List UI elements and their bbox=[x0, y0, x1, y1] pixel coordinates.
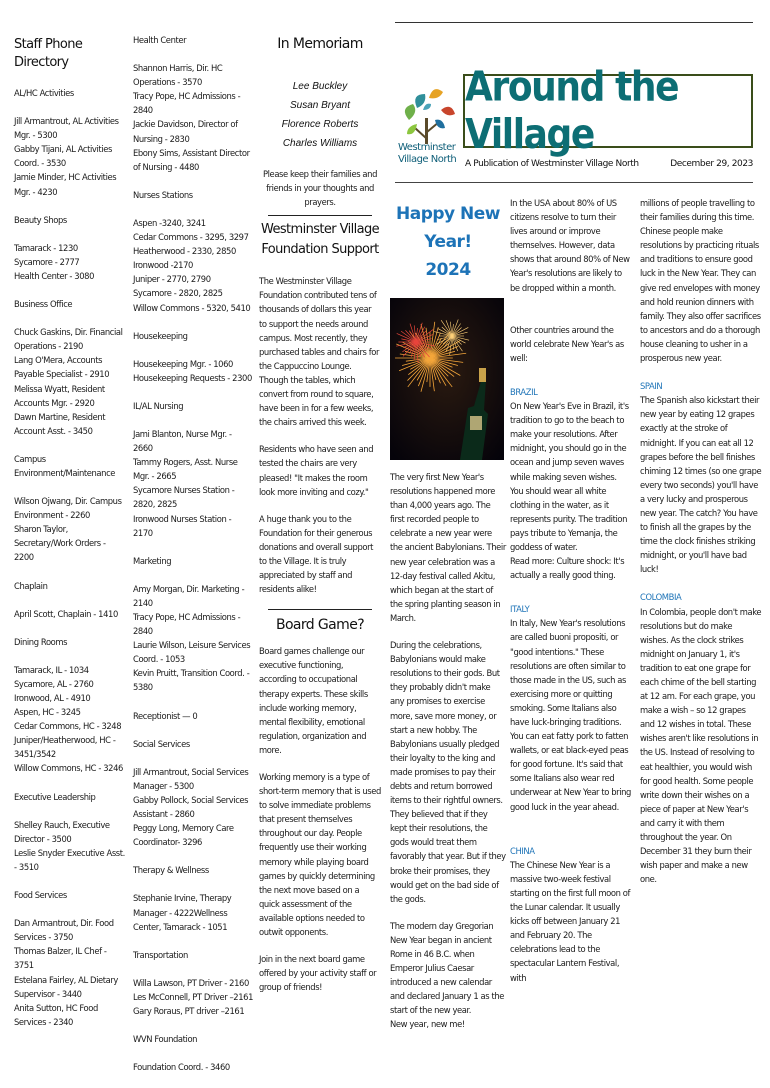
directory-heading: Therapy & Wellness bbox=[133, 865, 209, 876]
divider bbox=[268, 215, 372, 216]
directory-entry: Sycamore - 2820, 2825 bbox=[133, 288, 223, 299]
masthead bbox=[395, 63, 753, 180]
directory-group bbox=[133, 33, 253, 174]
logo-text bbox=[398, 142, 464, 166]
directory-heading: Executive Leadership bbox=[14, 791, 96, 802]
directory-group bbox=[133, 399, 253, 540]
directory-heading: Health Center bbox=[133, 35, 187, 45]
country-label: BRAZIL bbox=[510, 386, 538, 397]
staff-groups bbox=[14, 86, 126, 1029]
newyear-paragraph: The modern day Gregorian New Year began in ancient Rome in 46 B.C. when Emperor Julius Caesar introduced a new calendar and declared January 1 as the start of the new year. bbox=[390, 920, 505, 1016]
memoriam-name: Charles Williams bbox=[282, 138, 358, 149]
newyear-paragraph: New year, new me! bbox=[390, 1019, 465, 1030]
directory-heading: Receptionist — 0 bbox=[133, 710, 198, 721]
directory-entry: Leslie Snyder Executive Asst. - 3510 bbox=[14, 847, 125, 872]
directory-group bbox=[133, 329, 253, 385]
directory-heading: Dining Rooms bbox=[14, 636, 68, 647]
directory-entry: Heatherwood - 2330, 2850 bbox=[133, 246, 236, 257]
colombia-paragraph: In Colombia, people don't make resolutions but do make wishes. As the clock strikes midnight on January 1, it's tradition to eat one grape for each chime of the bell starting at 12 am. For each grape, you make a wish – so 12 grapes and 12 wishes in total. These wishes aren't like resolutions in the US. Instead of resolving to eat healthier, you would wish for good health. Some people write down their wishes on a piece of paper at New Year's and carry it with them throughout the year. On December 31 they burn their wish paper and make a new one. bbox=[640, 606, 762, 885]
directory-entry: Chuck Gaskins, Dir. Financial Operations - 2190 bbox=[14, 327, 123, 352]
directory-entry: Tamarack, IL - 1034 bbox=[14, 664, 89, 675]
directory-entry: Ironwood -2170 bbox=[133, 260, 193, 271]
logo-line: Westminster bbox=[398, 142, 456, 153]
italy-paragraph: In Italy, New Year's resolutions are called buoni propositi, or "good intentions." These resolutions are often similar to those made in the US, such as exercising more or quitting smoking. Some Italians also have luck-bringing traditions. You can eat fatty pork to fatten wallets, or eat black-eyed peas for good fortune. It's said that some Italians also wear red underwear at New Year to bring good luck in the year ahead. bbox=[510, 618, 631, 812]
directory-entry: Juniper/Heatherwood, HC - 3451/3542 bbox=[14, 735, 116, 760]
directory-entry: Health Center - 3080 bbox=[14, 270, 95, 281]
directory-entry: Thomas Balzer, IL Chef - 3751 bbox=[14, 946, 107, 971]
directory-entry: Gabby Pollock, Social Services Assistant - 2860 bbox=[133, 794, 249, 820]
directory-entry: Shannon Harris, Dir. HC Operations - 3570 bbox=[133, 63, 223, 88]
directory-entry: Aspen -3240, 3241 bbox=[133, 217, 206, 228]
directory-entry: Tracy Pope, HC Admissions - 2840 bbox=[133, 91, 241, 116]
directory-entry: Lang O'Mera, Accounts Payable Specialist - 2910 bbox=[14, 355, 110, 380]
directory-entry: Gary Roraus, PT driver –2161 bbox=[133, 1005, 245, 1016]
directory-entry: Sycamore Nurses Station - 2820, 2825 bbox=[133, 485, 235, 510]
memoriam-list bbox=[259, 77, 381, 153]
boardgame-title: Board Game? bbox=[275, 617, 365, 634]
fireworks-photo bbox=[390, 298, 504, 460]
directory-entry: Housekeeping Requests - 2300 bbox=[133, 372, 252, 383]
divider bbox=[268, 609, 372, 610]
boardgame-paragraph: Join in the next board game offered by your activity staff or group of friends! bbox=[259, 954, 377, 993]
logo-line: Village North bbox=[398, 154, 457, 165]
directory-group bbox=[14, 452, 126, 565]
publication-rule bbox=[395, 182, 753, 183]
directory-entry: Foundation Coord. - 3460 bbox=[133, 1062, 230, 1073]
memoriam-name: Florence Roberts bbox=[281, 119, 359, 130]
directory-entry: April Scott, Chaplain - 1410 bbox=[14, 608, 118, 619]
directory-entry: Laurie Wilson, Leisure Services Coord. - 1053 bbox=[133, 640, 251, 665]
directory-entry: Sharon Taylor, Secretary/Work Orders - 2200 bbox=[14, 524, 106, 563]
world-traditions-column-1 bbox=[510, 196, 632, 998]
directory-entry: Peggy Long, Memory Care Coordinator- 3296 bbox=[133, 823, 234, 848]
directory-heading: Food Services bbox=[14, 890, 67, 901]
directory-entry: Willow Commons, HC - 3246 bbox=[14, 763, 123, 774]
directory-heading: Campus Environment/Maintenance bbox=[14, 453, 116, 478]
memoriam-title: In Memoriam bbox=[277, 36, 363, 52]
directory-entry: Anita Sutton, HC Food Services - 2340 bbox=[14, 1002, 98, 1027]
directory-entry: Jill Armantrout, Social Services Manager - 5300 bbox=[133, 766, 249, 791]
country-label: SPAIN bbox=[640, 381, 663, 392]
china-continued: millions of people travelling to their families during this time. Chinese people make resolutions by practicing rituals and traditions to ensure good luck in the New Year. They can give red envelopes with money and hold reunion dinners with family. They also offer sacrifices to ancestors and do a thorough house cleaning to usher in a prosperous new year. bbox=[640, 198, 761, 364]
directory-group bbox=[133, 1032, 253, 1074]
directory-heading: Marketing bbox=[133, 555, 172, 566]
directory-entry: Dawn Martine, Resident Account Asst. - 3450 bbox=[14, 411, 106, 436]
usa-paragraph: In the USA about 80% of US citizens resolve to turn their lives around or improve themselves. However, data shows that around 80% of New Year's resolutions are likely to be dropped within a month. bbox=[510, 198, 630, 293]
directory-heading: Housekeeping bbox=[133, 330, 188, 341]
directory-heading: Beauty Shops bbox=[14, 214, 67, 225]
directory-group bbox=[14, 297, 126, 438]
directory-heading: Social Services bbox=[133, 738, 190, 749]
directory-group bbox=[133, 737, 253, 850]
directory-entry: Ironwood Nurses Station - 2170 bbox=[133, 513, 232, 538]
directory-group bbox=[14, 213, 126, 283]
foundation-paragraph: A huge thank you to the Foundation for their generous donations and overall support to the Village. It is truly appreciated by staff and residents alike! bbox=[259, 513, 374, 595]
directory-entry: Willa Lawson, PT Driver - 2160 bbox=[133, 977, 249, 988]
directory-entry: Tamarack - 1230 bbox=[14, 242, 78, 253]
country-label: ITALY bbox=[510, 604, 530, 615]
directory-group bbox=[133, 709, 253, 723]
directory-entry: Kevin Pruitt, Transition Coord. - 5380 bbox=[133, 668, 250, 693]
directory-entry: Ironwood, AL - 4910 bbox=[14, 693, 91, 703]
directory-group bbox=[133, 188, 253, 315]
directory-entry: Wilson Ojwang, Dir. Campus Environment - 2260 bbox=[14, 496, 122, 521]
publication-line bbox=[465, 159, 753, 169]
staff-directory bbox=[14, 36, 126, 1043]
directory-group bbox=[14, 86, 126, 199]
newyear-paragraph: During the celebrations, Babylonians would make resolutions to their gods. But they probably didn't make any promises to exercise more, save more money, or start a new hobby. The Babylonians usually pledged their loyalty to the king and made promises to pay their debts and return borrowed items to their rightful owners. They believed that if they kept their resolutions, the gods would treat them favorably that year. But if they broke their promises, they would get on the bad side of the gods. bbox=[390, 640, 506, 904]
brazil-paragraph: On New Year's Eve in Brazil, it's tradition to go to the beach to make your resolutions. After midnight, you should go in the ocean and jump seven waves while making seven wishes. You should wear all white clothing in the water, as it represents purity. The tradition pays tribute to Yemanja, the goddess of water. bbox=[510, 401, 629, 552]
directory-entry: Melissa Wyatt, Resident Accounts Mgr. - 2920 bbox=[14, 383, 105, 408]
masthead-title: Around the Village bbox=[465, 63, 679, 159]
directory-entry: Jami Blanton, Nurse Mgr. - 2660 bbox=[133, 428, 232, 454]
directory-entry: Juniper - 2770, 2790 bbox=[133, 274, 211, 285]
directory-group bbox=[14, 888, 126, 1029]
directory-heading: Business Office bbox=[14, 299, 73, 310]
newyear-headline bbox=[390, 200, 506, 284]
staff-directory-continued bbox=[133, 33, 253, 1088]
directory-entry: Jamie Minder, HC Activities Mgr. - 4230 bbox=[14, 172, 117, 197]
directory-entry: Jackie Davidson, Director of Nursing - 2830 bbox=[133, 119, 238, 144]
staff-directory-title: Staff Phone Directory bbox=[14, 37, 83, 70]
directory-group bbox=[133, 948, 253, 1018]
directory-entry: Shelley Rauch, Executive Director - 3500 bbox=[14, 819, 110, 844]
directory-heading: IL/AL Nursing bbox=[133, 400, 184, 411]
directory-entry: Sycamore - 2777 bbox=[14, 256, 80, 267]
headline-line: Happy New Year! bbox=[396, 204, 500, 252]
spain-paragraph: The Spanish also kickstart their new year by eating 12 grapes exactly at the stroke of midnight. If you can eat all 12 grapes before the bell finishes chiming 12 times (so one grape every two seconds) you'll have a very lucky and prosperous new year. The catch? You have to finish all the grapes by the time the clock finishes striking midnight, or you'll have bad luck! bbox=[640, 395, 762, 575]
publication-name: A Publication of Westminster Village North bbox=[465, 159, 639, 169]
directory-entry: Housekeeping Mgr. - 1060 bbox=[133, 358, 233, 369]
china-paragraph: The Chinese New Year is a massive two-week festival starting on the first full moon of the Lunar calendar. It usually kicks off between January 21 and February 20. The celebrations lead to the spectacular Lantern Festival, with bbox=[510, 859, 631, 983]
memoriam-name: Susan Bryant bbox=[289, 100, 351, 111]
foundation-title: Westminster Village Foundation Support bbox=[260, 222, 380, 258]
staff2-groups bbox=[133, 33, 253, 1074]
directory-group bbox=[133, 863, 253, 933]
directory-heading: WVN Foundation bbox=[133, 1034, 198, 1045]
directory-entry: Tammy Rogers, Asst. Nurse Mgr. - 2665 bbox=[133, 457, 238, 482]
countries-intro: Other countries around the world celebrate New Year's as well: bbox=[510, 324, 624, 363]
directory-entry: Amy Morgan, Dir. Marketing - 2140 bbox=[133, 583, 245, 608]
masthead-title-box bbox=[463, 63, 753, 159]
country-label: COLOMBIA bbox=[640, 592, 682, 603]
newyear-column bbox=[390, 200, 506, 1045]
directory-entry: Aspen, HC - 3245 bbox=[14, 707, 81, 718]
top-rule bbox=[395, 22, 753, 23]
directory-entry: Stephanie Irvine, Therapy Manager - 4222Wellness Center, Tamarack - 1051 bbox=[133, 893, 232, 932]
headline-year: 2024 bbox=[425, 260, 471, 280]
directory-entry: Tracy Pope, HC Admissions - 2840 bbox=[133, 612, 241, 637]
directory-group bbox=[14, 635, 126, 776]
directory-entry: Jill Armantrout, AL Activities Mgr. - 5300 bbox=[14, 116, 119, 141]
brazil-readmore: Read more: Culture shock: It's actually a really good thing. bbox=[510, 556, 625, 581]
directory-group bbox=[14, 790, 126, 874]
issue-date: December 29, 2023 bbox=[670, 159, 753, 169]
directory-entry: Cedar Commons, HC - 3248 bbox=[14, 721, 122, 732]
newyear-paragraph: The very first New Year's resolutions happened more than 4,000 years ago. The first recorded people to celebrate a new year were the ancient Babylonians. Their new year celebration was a 12-day festival called Akitu, which began at the start of the spring planting season in March. bbox=[390, 472, 506, 623]
foundation-paragraph: Residents who have seen and tested the chairs are very pleased! "It makes the room look more inviting and cozy." bbox=[259, 444, 374, 497]
directory-group bbox=[133, 554, 253, 695]
directory-entry: Estelana Fairley, AL Dietary Supervisor - 3440 bbox=[14, 974, 118, 999]
directory-heading: Transportation bbox=[133, 949, 188, 960]
directory-entry: Sycamore, AL - 2760 bbox=[14, 678, 94, 689]
directory-entry: Gabby Tijani, AL Activities Coord. - 3530 bbox=[14, 144, 112, 169]
directory-entry: Willow Commons - 5320, 5410 bbox=[133, 302, 251, 313]
world-traditions-column-2 bbox=[640, 196, 762, 899]
memoriam-name: Lee Buckley bbox=[292, 81, 348, 92]
directory-entry: Ebony Sims, Assistant Director of Nursing - 4480 bbox=[133, 147, 250, 172]
country-label: CHINA bbox=[510, 845, 535, 856]
community-column bbox=[259, 33, 381, 1007]
boardgame-paragraph: Board games challenge our executive functioning, according to occupational therapy experts. These skills include working memory, mental flexibility, emotional regulation, organization and more. bbox=[259, 646, 368, 755]
directory-heading: Chaplain bbox=[14, 580, 48, 591]
directory-entry: Les McConnell, PT Driver –2161 bbox=[133, 991, 254, 1002]
directory-group bbox=[14, 579, 126, 621]
directory-heading: Nurses Stations bbox=[133, 189, 193, 200]
directory-entry: Dan Armantrout, Dir. Food Services - 3750 bbox=[14, 918, 114, 943]
directory-heading: AL/HC Activities bbox=[14, 88, 74, 98]
foundation-paragraph: The Westminster Village Foundation contributed tens of thousands of dollars this year to support the needs around campus. Most recently, they purchased tables and chairs for the Cappuccino Lounge. Though the tables, which convert from round to square, have been in for a few weeks, the chairs arrived this week. bbox=[259, 276, 380, 428]
boardgame-paragraph: Working memory is a type of short-term memory that is used to solve immediate problems that present themselves throughout our day. People frequently use their working memory while playing board games by quickly determining the next move based on a quick assessment of the available options needed to outwit opponents. bbox=[259, 772, 381, 938]
directory-entry: Cedar Commons - 3295, 3297 bbox=[133, 232, 249, 243]
memoriam-note: Please keep their families and friends in your thoughts and prayers. bbox=[262, 169, 377, 208]
